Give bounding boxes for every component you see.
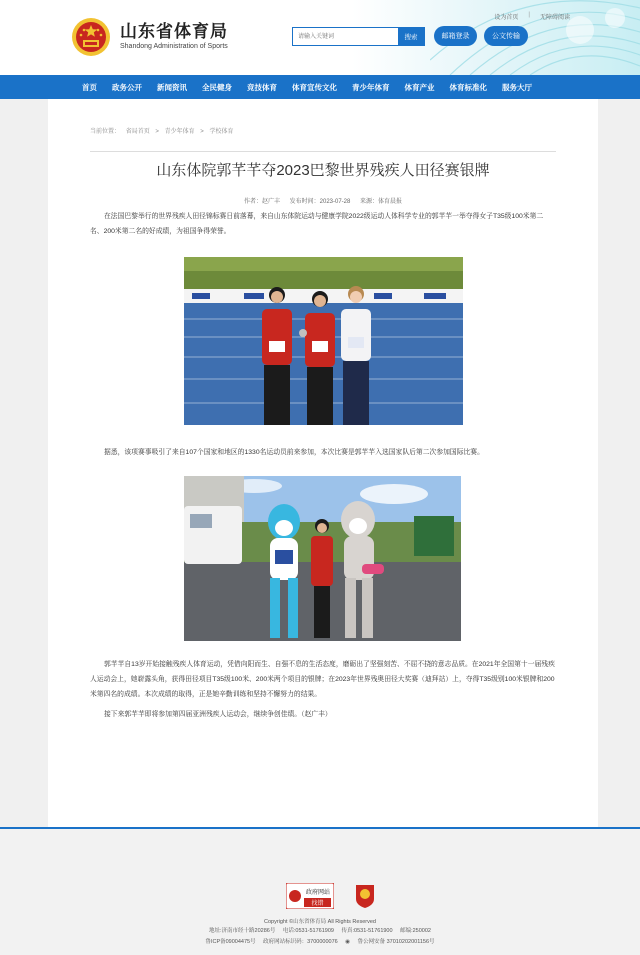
nav-culture[interactable]: 体育宣传文化 [292, 82, 337, 92]
nav-competitive[interactable]: 竞技体育 [247, 82, 277, 92]
article-source: 来源：体育晨报 [360, 199, 403, 205]
doc-transfer-button[interactable]: 公文传输 [484, 26, 528, 46]
footer-police[interactable]: 鲁公网安备 37010202001156号 [357, 939, 435, 945]
search-box [292, 27, 425, 46]
divider: | [528, 12, 530, 18]
main-nav [0, 75, 640, 99]
footer-fax: 传真:0531-51761900 [341, 928, 393, 934]
accessibility-link[interactable]: 无障碍阅读 [539, 15, 570, 21]
footer-zip: 邮编:250002 [400, 928, 431, 934]
article-container [48, 99, 598, 827]
top-links [494, 12, 570, 21]
breadcrumb-label: 当前位置： [90, 129, 121, 135]
nav-fitness[interactable]: 全民健身 [202, 82, 232, 92]
article-paragraph: 据悉，该项赛事吸引了来自107个国家和地区的1330名运动员前来参加，本次比赛是郭芊芊入选国家队后第二次参加国际比赛。 [104, 449, 484, 456]
breadcrumb-school[interactable]: 学校体育 [209, 129, 234, 135]
site-footer [0, 829, 640, 955]
breadcrumb-youth[interactable]: 青少年体育 [164, 129, 195, 135]
article-paragraph: 郭芊芊自13岁开始接触残疾人体育运动，凭借向阳而生、自强不息的生活态度，磨砺出了坚强刻苦、不屈不挠的意志品质。在2021年全国第十一届残疾人运动会上，她崭露头角，获得田径项目T35级100米、200米两个项目的银牌；在2023年世界残奥田径大奖赛（迪拜站）上，夺得T35级别100米银牌和200米第四名的成绩。本次成绩的取得，正是她辛勤训练和坚持不懈努力的结果。 [90, 661, 555, 698]
badge-gov-top: 政府网站 [305, 890, 331, 896]
nav-service[interactable]: 服务大厅 [502, 82, 532, 92]
breadcrumb-home[interactable]: 省局首页 [125, 129, 150, 135]
nav-youth[interactable]: 青少年体育 [352, 82, 390, 92]
article-paragraph: 在法国巴黎举行的世界残疾人田径锦标赛日前落幕，来自山东体院运动与健康学院2022级运动人体科学专业的郭芊芊一举夺得女子T35级100米第二名、200米第二名的好成绩，为祖国争得荣誉。 [90, 213, 544, 235]
set-homepage-link[interactable]: 设为首页 [494, 15, 519, 21]
breadcrumb [90, 126, 237, 135]
article-meta [48, 196, 598, 205]
footer-contact [0, 926, 640, 934]
article-title: 山东体院郭芊芊夺2023巴黎世界残疾人田径赛银牌 [156, 162, 490, 179]
gov-site-error-badge-icon[interactable] [286, 883, 334, 909]
footer-registration [0, 937, 640, 945]
badge-gov-bottom: 找错 [311, 901, 324, 907]
footer-address: 地址:济南市经十路20286号 [209, 928, 276, 934]
site-header [0, 0, 640, 75]
divider [90, 151, 556, 152]
national-emblem-icon [70, 16, 112, 58]
party-government-badge-icon[interactable] [354, 883, 376, 909]
search-button[interactable]: 搜索 [398, 28, 424, 45]
copyright: Copyright ©山东省体育局 All Rights Reserved [264, 919, 376, 925]
nav-home[interactable]: 首页 [82, 82, 97, 92]
breadcrumb-sep: > [200, 129, 204, 135]
mail-login-button[interactable]: 邮箱登录 [434, 26, 477, 46]
article-author: 作者：赵广丰 [243, 199, 280, 205]
breadcrumb-sep: > [155, 129, 159, 135]
nav-gov-affairs[interactable]: 政务公开 [112, 82, 142, 92]
award-photo [184, 257, 463, 425]
footer-phone: 电话:0531-51761909 [282, 928, 334, 934]
site-logo[interactable] [70, 16, 228, 58]
mascot-photo [184, 476, 461, 641]
search-input[interactable] [293, 28, 398, 45]
site-subtitle: Shandong Administration of Sports [120, 43, 228, 50]
site-title: 山东省体育局 [120, 22, 228, 41]
article-paragraph: 接下来郭芊芊即将参加第四届亚洲残疾人运动会，继续争创佳绩。（赵广丰） [104, 711, 332, 718]
nav-news[interactable]: 新闻资讯 [157, 82, 187, 92]
police-badge-icon: ◉ [345, 939, 351, 945]
article-date: 发布时间：2023-07-28 [289, 199, 351, 205]
nav-standards[interactable]: 体育标准化 [449, 82, 487, 92]
footer-icp[interactable]: 鲁ICP备09004475号 [205, 939, 256, 945]
nav-industry[interactable]: 体育产业 [404, 82, 435, 92]
footer-site-code: 政府网站标识码：3700000076 [263, 939, 338, 945]
